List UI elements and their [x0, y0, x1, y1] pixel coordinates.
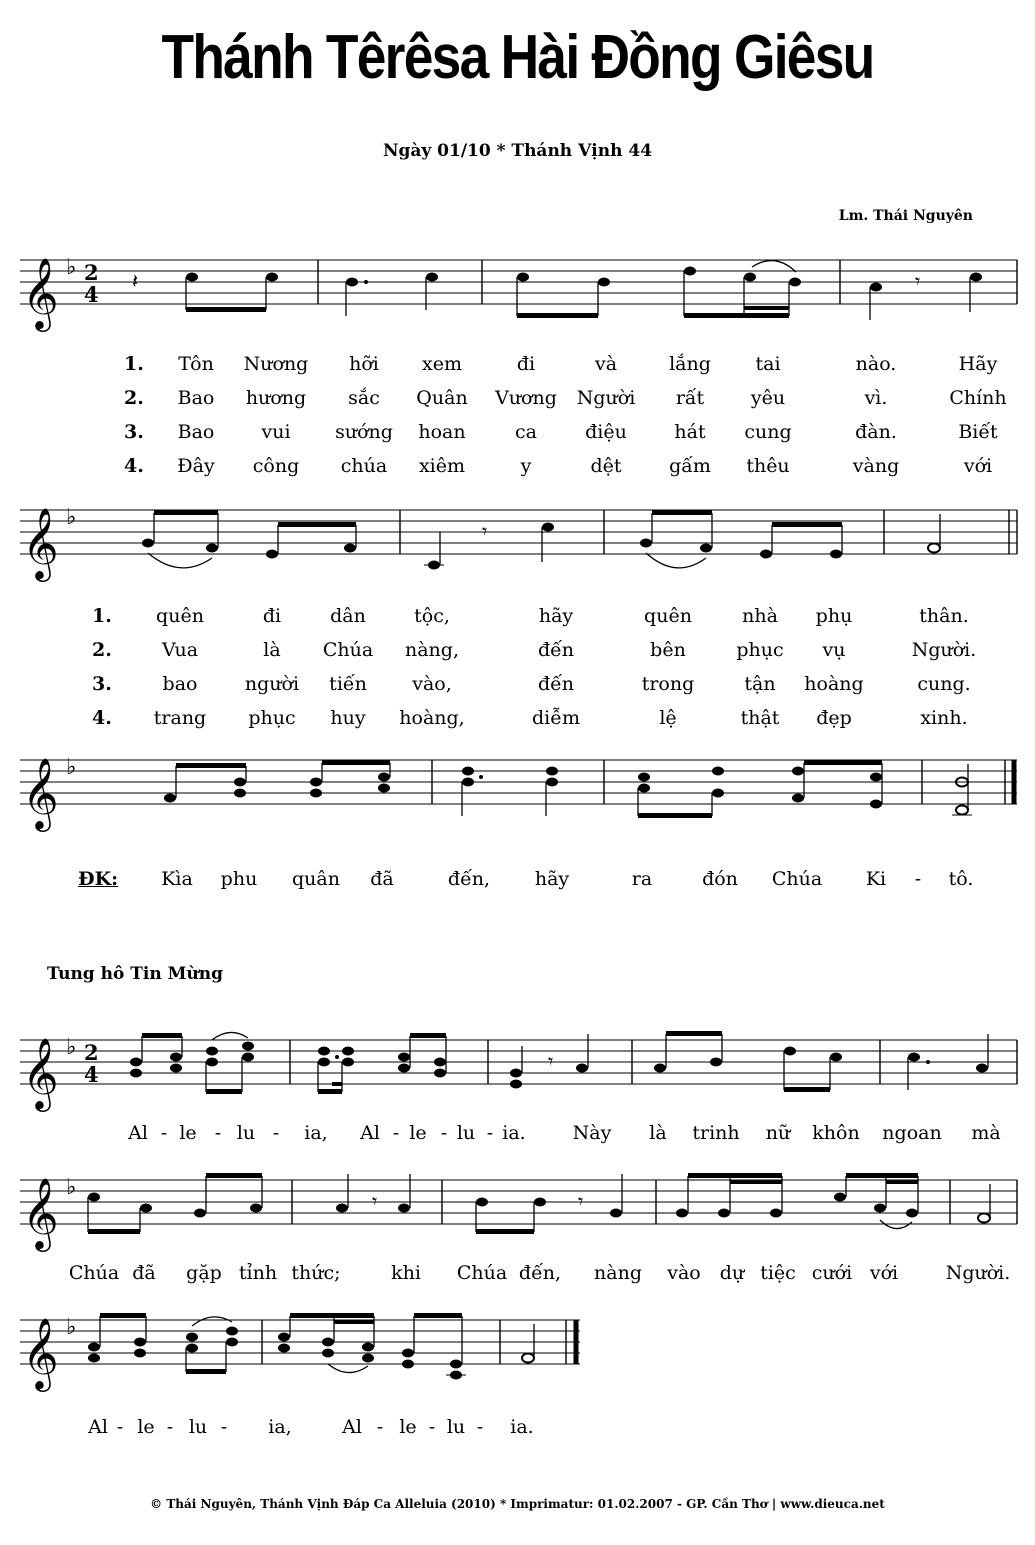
flat: ♭: [66, 1175, 77, 1200]
staff-lines: [20, 1180, 1017, 1224]
lyric-syllable: -: [376, 1416, 384, 1438]
notes: [88, 1313, 576, 1380]
lyric-syllable: dệt: [590, 455, 622, 477]
lyric-syllable: Al: [88, 1416, 108, 1438]
lyric-syllable: dân: [330, 605, 366, 627]
staff-lines: [20, 1320, 580, 1364]
lyric-syllable: tỉnh: [238, 1262, 278, 1284]
section-heading: Tung hô Tin Mừng: [47, 964, 224, 984]
lyric-syllable: quên: [156, 605, 204, 627]
lyric-syllable: đã: [132, 1262, 156, 1284]
notes: [132, 260, 1017, 320]
composer: Lm. Thái Nguyên: [838, 208, 973, 224]
lyric-syllable: hoan: [418, 421, 466, 443]
lyric-syllable: -: [220, 1416, 228, 1438]
lyric-syllable: tiệc: [760, 1262, 796, 1284]
lyric-syllable: quên: [644, 605, 692, 627]
lyric-syllable: Bao: [177, 421, 215, 443]
lyric-syllable: đến,: [518, 1262, 562, 1284]
flat: ♭: [66, 505, 77, 530]
lyric-syllable: hỡi: [349, 353, 379, 375]
lyric-syllable: chúa: [340, 455, 388, 477]
lyric-syllable: dự: [719, 1262, 745, 1284]
lyric-syllable: Chúa: [322, 639, 374, 661]
time-signature-top: 2: [84, 260, 99, 285]
lyric-syllable: thêu: [746, 455, 790, 477]
lyric-syllable: Quân: [416, 387, 468, 409]
lyric-syllable: hãy: [538, 605, 574, 627]
lyric-syllable: đã: [370, 868, 394, 890]
verse-number-4: 4.: [92, 707, 112, 729]
lyric-syllable: nào.: [855, 353, 897, 375]
lyric-syllable: Al: [360, 1122, 380, 1144]
lyric-syllable: le: [179, 1122, 197, 1144]
lyric-syllable: tai: [755, 353, 781, 375]
lyric-syllable: Chúa: [456, 1262, 508, 1284]
lyric-syllable: vì.: [864, 387, 888, 409]
lyric-syllable: thật: [740, 707, 780, 729]
lyric-syllable: mà: [971, 1122, 1001, 1144]
lyric-syllable: cung.: [917, 673, 971, 695]
treble-clef: 𝄞: [22, 506, 59, 579]
lyric-syllable: ra: [631, 868, 653, 890]
lyric-syllable: lu: [188, 1416, 208, 1438]
lyric-syllable: -: [476, 1416, 484, 1438]
lyric-syllable: ngoan: [882, 1122, 942, 1144]
staff-lines: [20, 510, 1017, 554]
lyric-syllable: hãy: [534, 868, 570, 890]
lyric-syllable: ia.: [502, 1122, 526, 1144]
lyric-syllable: Bao: [177, 387, 215, 409]
staff-acclamation-3: [0, 1290, 1035, 1400]
lyric-syllable: tộc,: [414, 605, 450, 627]
staff-acclamation-1: [0, 1010, 1035, 1120]
lyric-syllable: sắc: [348, 387, 380, 409]
lyric-syllable: công: [252, 455, 300, 477]
flat: ♭: [66, 755, 77, 780]
lyric-syllable: hoàng: [804, 673, 864, 695]
lyric-syllable: hương: [245, 387, 307, 409]
eighth-rest: 𝄾: [482, 519, 488, 543]
lyric-syllable: trong: [641, 673, 695, 695]
treble-clef: 𝄞: [22, 256, 59, 329]
lyric-syllable: -: [166, 1416, 174, 1438]
lyric-syllable: Người: [576, 387, 636, 409]
lyric-syllable: Chúa: [771, 868, 823, 890]
lyric-syllable: gấm: [669, 455, 711, 477]
page-title: Thánh Têrêsa Hài Đồng Giêsu: [161, 23, 874, 92]
lyric-syllable: lu: [456, 1122, 476, 1144]
lyric-syllable: Người.: [945, 1262, 1011, 1284]
lyric-syllable: Hãy: [958, 353, 998, 375]
lyric-syllable: hát: [674, 421, 706, 443]
lyric-syllable: ia.: [510, 1416, 534, 1438]
treble-clef: 𝄞: [22, 756, 59, 829]
lyric-syllable: ca: [515, 421, 537, 443]
lyric-syllable: vàng: [852, 455, 900, 477]
lyric-syllable: bên: [650, 639, 686, 661]
lyric-syllable: trinh: [692, 1122, 740, 1144]
lyric-syllable: Vua: [161, 639, 199, 661]
lyric-syllable: xiêm: [418, 455, 466, 477]
lyric-syllable: le: [409, 1122, 427, 1144]
lyric-syllable: Al: [128, 1122, 148, 1144]
lyric-syllable: rất: [675, 387, 705, 409]
lyric-syllable: huy: [330, 707, 366, 729]
eighth-rest: 𝄾: [578, 1189, 584, 1213]
eighth-rest: 𝄾: [915, 269, 921, 293]
lyric-syllable: -: [428, 1416, 436, 1438]
lyric-syllable: nàng,: [404, 639, 460, 661]
lyric-syllable: điệu: [585, 421, 627, 443]
lyric-syllable: nữ: [765, 1122, 791, 1144]
treble-clef: 𝄞: [22, 1176, 59, 1249]
lyric-syllable: với: [963, 455, 993, 477]
staff-lines: [20, 260, 1017, 304]
lyric-syllable: Biết: [958, 421, 998, 443]
eighth-rest: 𝄾: [372, 1189, 378, 1213]
verse-number-1: 1.: [92, 605, 112, 627]
lyric-syllable: cưới: [811, 1262, 853, 1284]
subtitle: Ngày 01/10 * Thánh Vịnh 44: [382, 141, 653, 161]
lyric-syllable: là: [649, 1122, 667, 1144]
lyric-syllable: Chính: [949, 387, 1007, 409]
time-signature-bottom: 4: [84, 282, 99, 307]
lyric-syllable: là: [263, 639, 281, 661]
notes: [142, 510, 1017, 570]
lyric-syllable: nàng: [594, 1262, 642, 1284]
lyric-syllable: xem: [422, 353, 462, 375]
verse-number-1: 1.: [124, 353, 144, 375]
lyric-syllable: cung: [744, 421, 792, 443]
lyric-syllable: vui: [261, 421, 291, 443]
lyric-syllable: -: [486, 1122, 494, 1144]
lyric-syllable: Chúa: [68, 1262, 120, 1284]
lyric-syllable: khi: [391, 1262, 421, 1284]
notes: [88, 1173, 1017, 1234]
verse-number-3: 3.: [124, 421, 144, 443]
notes: [164, 760, 1014, 818]
lyric-syllable: đón: [702, 868, 738, 890]
staff-psalm-2: [0, 480, 1035, 590]
lyric-syllable: -: [116, 1416, 124, 1438]
lyric-syllable: Nương: [243, 353, 309, 375]
lyric-syllable: Đây: [177, 455, 215, 477]
lyric-syllable: lu: [446, 1416, 466, 1438]
lyric-syllable: -: [392, 1122, 400, 1144]
footer-copyright: © Thái Nguyên, Thánh Vịnh Đáp Ca Alleluia (2010) * Imprimatur: 01.02.2007 - GP. Cần Thơ | www.dieuca.net: [150, 1497, 885, 1511]
lyric-syllable: đàn.: [855, 421, 897, 443]
lyric-syllable: đến: [537, 639, 575, 661]
lyric-syllable: người: [244, 673, 300, 695]
lyric-syllable: ia,: [268, 1416, 292, 1438]
lyric-syllable: Tôn: [178, 353, 214, 375]
flat: ♭: [66, 1035, 77, 1060]
lyric-syllable: -: [914, 868, 922, 890]
lyric-syllable: đến: [537, 673, 575, 695]
lyric-syllable: đến,: [447, 868, 491, 890]
treble-clef: 𝄞: [22, 1316, 59, 1389]
staff-refrain: [0, 730, 1035, 840]
lyric-syllable: nhà: [742, 605, 778, 627]
lyric-syllable: lệ: [659, 707, 677, 729]
lyric-syllable: Ki: [865, 868, 887, 890]
lyric-syllable: xinh.: [920, 707, 968, 729]
lyric-syllable: thân.: [919, 605, 969, 627]
lyric-syllable: vào: [667, 1262, 701, 1284]
lyric-syllable: -: [160, 1122, 168, 1144]
lyric-syllable: vụ: [822, 639, 846, 661]
lyric-syllable: đi: [516, 353, 536, 375]
lyric-syllable: -: [440, 1122, 448, 1144]
verse-number-2: 2.: [92, 639, 112, 661]
lyric-syllable: Vương: [495, 387, 557, 409]
lyric-syllable: phụ: [815, 605, 853, 627]
lyric-syllable: tô.: [948, 868, 974, 890]
lyric-syllable: y: [520, 455, 532, 477]
flat: ♭: [66, 255, 77, 280]
lyric-syllable: trang: [153, 707, 207, 729]
verse-number-2: 2.: [124, 387, 144, 409]
eighth-rest: 𝄾: [548, 1049, 554, 1073]
time-signature-bottom: 4: [84, 1062, 99, 1087]
flat: ♭: [66, 1315, 77, 1340]
lyric-syllable: khôn: [812, 1122, 860, 1144]
staff-psalm-1: [0, 230, 1035, 340]
lyric-syllable: gặp: [186, 1262, 222, 1284]
staff-acclamation-2: [0, 1150, 1035, 1260]
lyric-syllable: và: [594, 353, 618, 375]
lyric-syllable: Này: [572, 1122, 612, 1144]
lyric-syllable: tận: [744, 673, 776, 695]
lyric-syllable: vào,: [412, 673, 452, 695]
lyric-syllable: le: [137, 1416, 155, 1438]
staff-lines: [20, 1040, 1017, 1084]
verse-number-3: 3.: [92, 673, 112, 695]
treble-clef: 𝄞: [22, 1036, 59, 1109]
lyric-syllable: le: [399, 1416, 417, 1438]
lyric-syllable: yêu: [750, 387, 786, 409]
lyric-syllable: hoàng,: [399, 707, 465, 729]
time-signature-top: 2: [84, 1040, 99, 1065]
lyric-syllable: phục: [736, 639, 784, 661]
lyric-syllable: sướng: [335, 421, 393, 443]
lyric-syllable: đẹp: [816, 707, 852, 729]
lyric-syllable: -: [272, 1122, 280, 1144]
lyric-syllable: với: [869, 1262, 899, 1284]
lyric-syllable: ia,: [304, 1122, 328, 1144]
lyric-syllable: -: [214, 1122, 222, 1144]
lyric-syllable: quân: [292, 868, 340, 890]
lyric-syllable: Al: [342, 1416, 362, 1438]
lyric-syllable: Người.: [911, 639, 977, 661]
lyric-syllable: phục: [248, 707, 296, 729]
lyric-syllable: lắng: [669, 353, 711, 375]
lyric-syllable: thức;: [291, 1262, 341, 1284]
lyric-syllable: đi: [262, 605, 282, 627]
quarter-rest: 𝄽: [132, 269, 139, 293]
lyric-syllable: lu: [236, 1122, 256, 1144]
lyric-syllable: tiến: [329, 673, 367, 695]
lyric-syllable: Kìa: [161, 868, 193, 890]
refrain-label: ĐK:: [78, 868, 119, 890]
lyric-syllable: phu: [220, 868, 258, 890]
lyric-syllable: diễm: [532, 707, 580, 729]
lyric-syllable: bao: [162, 673, 198, 695]
verse-number-4: 4.: [124, 455, 144, 477]
